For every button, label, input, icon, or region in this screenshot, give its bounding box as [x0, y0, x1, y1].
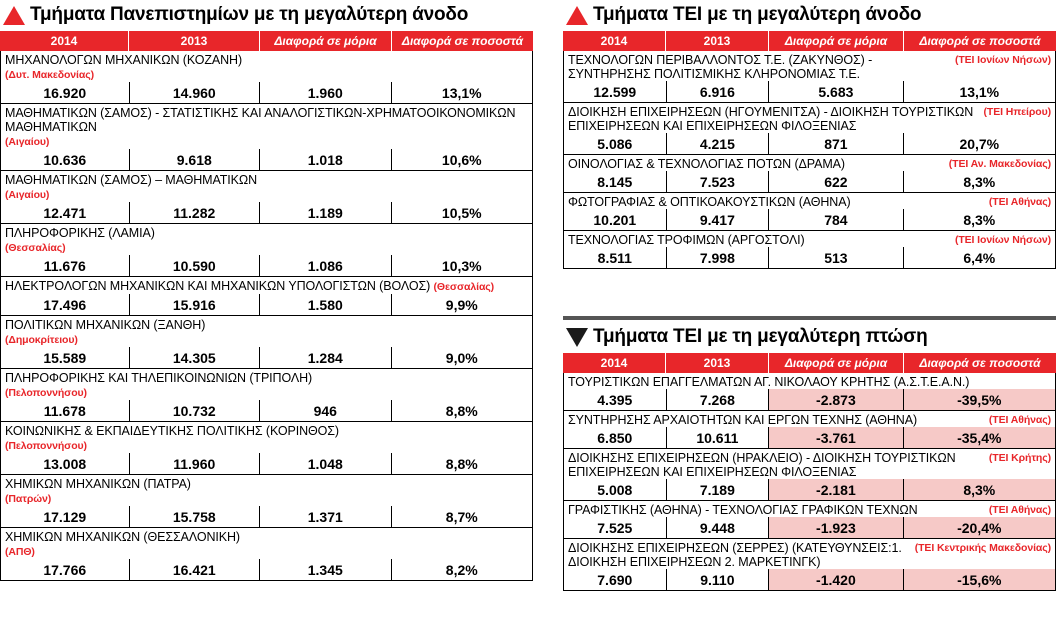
diff-points: -3.761 — [769, 427, 903, 448]
diff-points: 1.018 — [260, 149, 392, 170]
department-name — [1, 171, 532, 202]
tei-fall-panel — [563, 322, 1056, 591]
diff-points: 946 — [260, 400, 392, 421]
diff-points: -1.923 — [769, 517, 903, 538]
table-row — [1, 104, 532, 171]
diff-points: -2.181 — [769, 479, 903, 500]
institution-region: (ΤΕΙ Ιονίων Νήσων) — [954, 234, 1051, 246]
value-2014: 5.086 — [564, 133, 667, 154]
institution-region: (ΤΕΙ Αθήνας) — [988, 196, 1051, 208]
department-title: ΓΡΑΦΙΣΤΙΚΗΣ (ΑΘΗΝΑ) - ΤΕΧΝΟΛΟΓΙΑΣ ΓΡΑΦΙΚΩΝ ΤΕΧΝΩΝ — [568, 503, 918, 517]
table-row — [564, 103, 1055, 155]
value-2013: 7.268 — [667, 389, 770, 410]
value-2014: 8.511 — [564, 247, 667, 268]
tei-rise-panel — [563, 0, 1056, 269]
institution-region: (ΤΕΙ Αθήνας) — [988, 414, 1051, 426]
diff-points: 1.086 — [260, 255, 392, 276]
col-header-diff-percent: Διαφορά σε ποσοστά — [919, 34, 1041, 48]
diff-percent: 8,7% — [445, 508, 478, 525]
value-2014: 10.636 — [1, 149, 130, 170]
department-title: ΤΕΧΝΟΛΟΓΙΑΣ ΤΡΟΦΙΜΩΝ (ΑΡΓΟΣΤΟΛΙ) — [568, 233, 805, 247]
diff-points: 871 — [769, 133, 903, 154]
diff-percent: 6,4% — [963, 249, 996, 266]
department-title: ΟΙΝΟΛΟΓΙΑΣ & ΤΕΧΝΟΛΟΓΙΑΣ ΠΟΤΩΝ (ΔΡΑΜΑ) — [568, 157, 845, 171]
diff-percent: -35,4% — [904, 427, 1055, 448]
institution-region: (ΤΕΙ Κεντρικής Μακεδονίας) — [914, 542, 1051, 554]
department-name — [1, 422, 532, 453]
values-row — [564, 517, 1055, 538]
col-header-2013: 2013 — [129, 31, 260, 51]
value-2014: 13.008 — [1, 453, 130, 474]
institution-region: (ΤΕΙ Ηπείρου) — [983, 106, 1051, 118]
institution-region: (Πατρών) — [5, 493, 52, 505]
table-row — [1, 369, 532, 422]
table-header — [0, 31, 533, 51]
values-row — [564, 171, 1055, 192]
diff-percent: 9,0% — [445, 349, 478, 366]
panel-title: Τμήματα Πανεπιστημίων με τη μεγαλύτερη άνοδο — [30, 4, 469, 25]
diff-percent: 13,1% — [959, 83, 1000, 100]
col-header-diff-points: Διαφορά σε μόρια — [769, 31, 904, 51]
value-2013: 6.916 — [667, 81, 770, 102]
department-name — [1, 277, 532, 294]
diff-points: -1.420 — [769, 569, 903, 590]
value-2013: 11.960 — [130, 453, 261, 474]
value-2014: 7.525 — [564, 517, 667, 538]
col-header-2014: 2014 — [0, 31, 129, 51]
diff-percent: -20,4% — [904, 517, 1055, 538]
values-row — [1, 400, 532, 421]
table-row — [564, 193, 1055, 231]
value-2013: 10.611 — [667, 427, 770, 448]
diff-points: 1.580 — [260, 294, 392, 315]
department-name — [564, 193, 1055, 209]
value-2014: 17.496 — [1, 294, 130, 315]
value-2014: 5.008 — [564, 479, 667, 500]
diff-points: 1.048 — [260, 453, 392, 474]
diff-percent: -15,6% — [904, 569, 1055, 590]
department-title: ΔΙΟΙΚΗΣΗΣ ΕΠΙΧΕΙΡΗΣΕΩΝ (ΗΡΑΚΛΕΙΟ) - ΔΙΟΙΚΗΣΗ ΤΟΥΡΙΣΤΙΚΩΝ ΕΠΙΧΕΙΡΗΣΕΩΝ ΚΑΙ ΕΠΙΧΕΙΡΗΣΕΩΝ ΦΙΛΟΞΕΝΙΑΣ — [568, 451, 956, 479]
diff-points: 1.345 — [260, 559, 392, 580]
department-name — [564, 411, 1055, 427]
value-2013: 9.448 — [667, 517, 770, 538]
institution-region: (Θεσσαλίας) — [433, 281, 495, 293]
panel-title: Τμήματα ΤΕΙ με τη μεγαλύτερη πτώση — [593, 326, 928, 347]
department-name — [564, 373, 1055, 389]
values-row — [564, 81, 1055, 102]
diff-points: 513 — [769, 247, 903, 268]
table-row — [564, 449, 1055, 501]
diff-percent: 10,3% — [441, 257, 482, 274]
value-2013: 16.421 — [130, 559, 261, 580]
table-row — [564, 155, 1055, 193]
values-row — [1, 255, 532, 276]
institution-region: (Θεσσαλίας) — [5, 242, 66, 254]
values-row — [564, 569, 1055, 590]
value-2014: 11.676 — [1, 255, 130, 276]
diff-points: 1.960 — [260, 82, 392, 103]
department-title: ΧΗΜΙΚΩΝ ΜΗΧΑΝΙΚΩΝ (ΠΑΤΡΑ) — [5, 477, 191, 491]
values-row — [564, 479, 1055, 500]
values-row — [564, 133, 1055, 154]
values-row — [1, 506, 532, 527]
value-2013: 15.916 — [130, 294, 261, 315]
panel-title-row — [563, 0, 1056, 30]
values-row — [1, 347, 532, 368]
department-title: ΠΟΛΙΤΙΚΩΝ ΜΗΧΑΝΙΚΩΝ (ΞΑΝΘΗ) — [5, 318, 206, 332]
value-2014: 17.129 — [1, 506, 130, 527]
department-title: ΜΗΧΑΝΟΛΟΓΩΝ ΜΗΧΑΝΙΚΩΝ (ΚΟΖΑΝΗ) — [5, 53, 243, 67]
black-triangle-down-icon — [566, 328, 588, 347]
department-name — [564, 501, 1055, 517]
department-title: ΜΑΘΗΜΑΤΙΚΩΝ (ΣΑΜΟΣ) – ΜΑΘΗΜΑΤΙΚΩΝ — [5, 173, 258, 187]
diff-points: 5.683 — [769, 81, 903, 102]
department-name — [1, 224, 532, 255]
department-title: ΚΟΙΝΩΝΙΚΗΣ & ΕΚΠΑΙΔΕΥΤΙΚΗΣ ΠΟΛΙΤΙΚΗΣ (ΚΟΡΙΝΘΟΣ) — [5, 424, 339, 438]
diff-percent: 20,7% — [959, 135, 1000, 152]
department-title: ΠΛΗΡΟΦΟΡΙΚΗΣ (ΛΑΜΙΑ) — [5, 226, 155, 240]
panel-title-row — [0, 0, 533, 30]
diff-points: -2.873 — [769, 389, 903, 410]
diff-percent: 10,6% — [441, 151, 482, 168]
table-row — [564, 411, 1055, 449]
diff-percent: 8,3% — [904, 479, 1055, 500]
value-2014: 12.599 — [564, 81, 667, 102]
diff-percent: 8,8% — [445, 455, 478, 472]
department-name — [1, 369, 532, 400]
diff-points: 1.371 — [260, 506, 392, 527]
diff-percent: 10,5% — [441, 204, 482, 221]
diff-percent: 8,2% — [445, 561, 478, 578]
panel-title-row — [563, 322, 1056, 352]
values-row — [1, 294, 532, 315]
table-body — [563, 51, 1056, 269]
values-row — [1, 82, 532, 103]
value-2013: 7.998 — [667, 247, 770, 268]
department-title: ΤΟΥΡΙΣΤΙΚΩΝ ΕΠΑΓΓΕΛΜΑΤΩΝ ΑΓ. ΝΙΚΟΛΑΟΥ ΚΡΗΤΗΣ (Α.Σ.Τ.Ε.Α.Ν.) — [568, 375, 970, 389]
section-divider — [563, 316, 1056, 320]
institution-region: (Αιγαίου) — [5, 189, 50, 201]
table-row — [1, 171, 532, 224]
table-row — [564, 231, 1055, 268]
institution-region: (ΤΕΙ Ιονίων Νήσων) — [954, 54, 1051, 66]
value-2013: 7.189 — [667, 479, 770, 500]
diff-percent: -39,5% — [904, 389, 1055, 410]
department-title: ΗΛΕΚΤΡΟΛΟΓΩΝ ΜΗΧΑΝΙΚΩΝ ΚΑΙ ΜΗΧΑΝΙΚΩΝ ΥΠΟΛΟΓΙΣΤΩΝ (ΒΟΛΟΣ) — [5, 279, 431, 293]
diff-points: 784 — [769, 209, 903, 230]
institution-region: (Δημοκρίτειου) — [5, 334, 78, 346]
col-header-diff-points: Διαφορά σε μόρια — [769, 353, 904, 373]
value-2013: 10.590 — [130, 255, 261, 276]
department-name — [564, 103, 1055, 133]
institution-region: (Αιγαίου) — [5, 136, 50, 148]
department-title: ΧΗΜΙΚΩΝ ΜΗΧΑΝΙΚΩΝ (ΘΕΣΣΑΛΟΝΙΚΗ) — [5, 530, 240, 544]
diff-percent: 8,3% — [963, 173, 996, 190]
table-row — [1, 316, 532, 369]
diff-points: 1.189 — [260, 202, 392, 223]
diff-percent: 8,8% — [445, 402, 478, 419]
department-name — [564, 155, 1055, 171]
value-2013: 15.758 — [130, 506, 261, 527]
values-row — [1, 149, 532, 170]
department-title: ΔΙΟΙΚΗΣΗ ΕΠΙΧΕΙΡΗΣΕΩΝ (ΗΓΟΥΜΕΝΙΤΣΑ) - ΔΙΟΙΚΗΣΗ ΤΟΥΡΙΣΤΙΚΩΝ ΕΠΙΧΕΙΡΗΣΕΩΝ ΚΑΙ ΕΠΙΧΕΙΡΗΣΕΩΝ ΦΙΛΟΞΕΝΙΑΣ — [568, 105, 974, 133]
universities-rise-panel — [0, 0, 533, 581]
value-2014: 10.201 — [564, 209, 667, 230]
value-2014: 15.589 — [1, 347, 130, 368]
table-header — [563, 353, 1056, 373]
values-row — [564, 427, 1055, 448]
value-2014: 4.395 — [564, 389, 667, 410]
values-row — [564, 209, 1055, 230]
value-2013: 10.732 — [130, 400, 261, 421]
value-2014: 8.145 — [564, 171, 667, 192]
table-row — [1, 277, 532, 316]
panel-title: Τμήματα ΤΕΙ με τη μεγαλύτερη άνοδο — [593, 4, 922, 25]
col-header-2014: 2014 — [563, 353, 666, 373]
red-triangle-up-icon — [3, 6, 25, 25]
col-header-diff-points: Διαφορά σε μόρια — [260, 31, 392, 51]
value-2014: 11.678 — [1, 400, 130, 421]
institution-region: (ΤΕΙ Αν. Μακεδονίας) — [948, 158, 1051, 170]
department-title: ΔΙΟΙΚΗΣΗΣ ΕΠΙΧΕΙΡΗΣΕΩΝ (ΣΕΡΡΕΣ) (ΚΑΤΕΥΘΥΝΣΕΙΣ:1. ΔΙΟΙΚΗΣΗ ΕΠΙΧΕΙΡΗΣΕΩΝ 2. ΜΑΡΚΕΤΙΝΓΚ) — [568, 541, 902, 569]
diff-points: 1.284 — [260, 347, 392, 368]
institution-region: (Πελοποννήσου) — [5, 387, 87, 399]
department-name — [1, 316, 532, 347]
table-row — [1, 528, 532, 580]
department-name — [564, 231, 1055, 247]
value-2014: 16.920 — [1, 82, 130, 103]
values-row — [1, 559, 532, 580]
department-title: ΠΛΗΡΟΦΟΡΙΚΗΣ ΚΑΙ ΤΗΛΕΠΙΚΟΙΝΩΝΙΩΝ (ΤΡΙΠΟΛΗ) — [5, 371, 313, 385]
table-row — [1, 422, 532, 475]
department-name — [564, 51, 1055, 81]
diff-percent: 9,9% — [445, 296, 478, 313]
values-row — [1, 202, 532, 223]
value-2014: 12.471 — [1, 202, 130, 223]
value-2014: 17.766 — [1, 559, 130, 580]
table-row — [564, 51, 1055, 103]
department-name — [1, 475, 532, 506]
department-title: ΜΑΘΗΜΑΤΙΚΩΝ (ΣΑΜΟΣ) - ΣΤΑΤΙΣΤΙΚΗΣ ΚΑΙ ΑΝΑΛΟΓΙΣΤΙΚΩΝ-ΧΡΗΜΑΤΟΟΙΚΟΝΟΜΙΚΩΝ ΜΑΘΗΜΑΤΙΚΩΝ — [5, 106, 516, 134]
table-header — [563, 31, 1056, 51]
table-body — [0, 51, 533, 581]
value-2014: 7.690 — [564, 569, 667, 590]
department-title: ΣΥΝΤΗΡΗΣΗΣ ΑΡΧΑΙΟΤΗΤΩΝ ΚΑΙ ΕΡΓΩΝ ΤΕΧΝΗΣ (ΑΘΗΝΑ) — [568, 413, 918, 427]
table-row — [564, 539, 1055, 590]
value-2014: 6.850 — [564, 427, 667, 448]
department-name — [1, 528, 532, 559]
department-name — [564, 449, 1055, 479]
institution-region: (ΑΠΘ) — [5, 546, 35, 558]
col-header-diff-percent: Διαφορά σε ποσοστά — [919, 356, 1041, 370]
table-row — [564, 373, 1055, 411]
institution-region: (ΤΕΙ Αθήνας) — [988, 504, 1051, 516]
diff-percent: 13,1% — [441, 84, 482, 101]
table-row — [1, 224, 532, 277]
value-2013: 14.305 — [130, 347, 261, 368]
col-header-diff-percent: Διαφορά σε ποσοστά — [401, 34, 524, 48]
values-row — [564, 247, 1055, 268]
value-2013: 7.523 — [667, 171, 770, 192]
col-header-2013: 2013 — [666, 31, 769, 51]
department-title: ΤΕΧΝΟΛΟΓΩΝ ΠΕΡΙΒΑΛΛΟΝΤΟΣ Τ.Ε. (ΖΑΚΥΝΘΟΣ) - ΣΥΝΤΗΡΗΣΗΣ ΠΟΛΙΤΙΣΜΙΚΗΣ ΚΛΗΡΟΝΟΜΙΑΣ Τ.Ε. — [568, 53, 873, 81]
col-header-2014: 2014 — [563, 31, 666, 51]
department-name — [1, 51, 532, 82]
department-name — [1, 104, 532, 149]
table-body — [563, 373, 1056, 591]
value-2013: 4.215 — [667, 133, 770, 154]
department-name — [564, 539, 1055, 569]
values-row — [564, 389, 1055, 410]
col-header-2013: 2013 — [666, 353, 769, 373]
table-row — [564, 501, 1055, 539]
table-row — [1, 51, 532, 104]
institution-region: (ΤΕΙ Κρήτης) — [988, 452, 1051, 464]
value-2013: 11.282 — [130, 202, 261, 223]
institution-region: (Δυτ. Μακεδονίας) — [5, 69, 94, 81]
table-row — [1, 475, 532, 528]
diff-percent: 8,3% — [963, 211, 996, 228]
value-2013: 9.618 — [130, 149, 261, 170]
values-row — [1, 453, 532, 474]
diff-points: 622 — [769, 171, 903, 192]
red-triangle-up-icon — [566, 6, 588, 25]
department-title: ΦΩΤΟΓΡΑΦΙΑΣ & ΟΠΤΙΚΟΑΚΟΥΣΤΙΚΩΝ (ΑΘΗΝΑ) — [568, 195, 851, 209]
value-2013: 9.417 — [667, 209, 770, 230]
value-2013: 14.960 — [130, 82, 261, 103]
value-2013: 9.110 — [667, 569, 770, 590]
institution-region: (Πελοποννήσου) — [5, 440, 87, 452]
